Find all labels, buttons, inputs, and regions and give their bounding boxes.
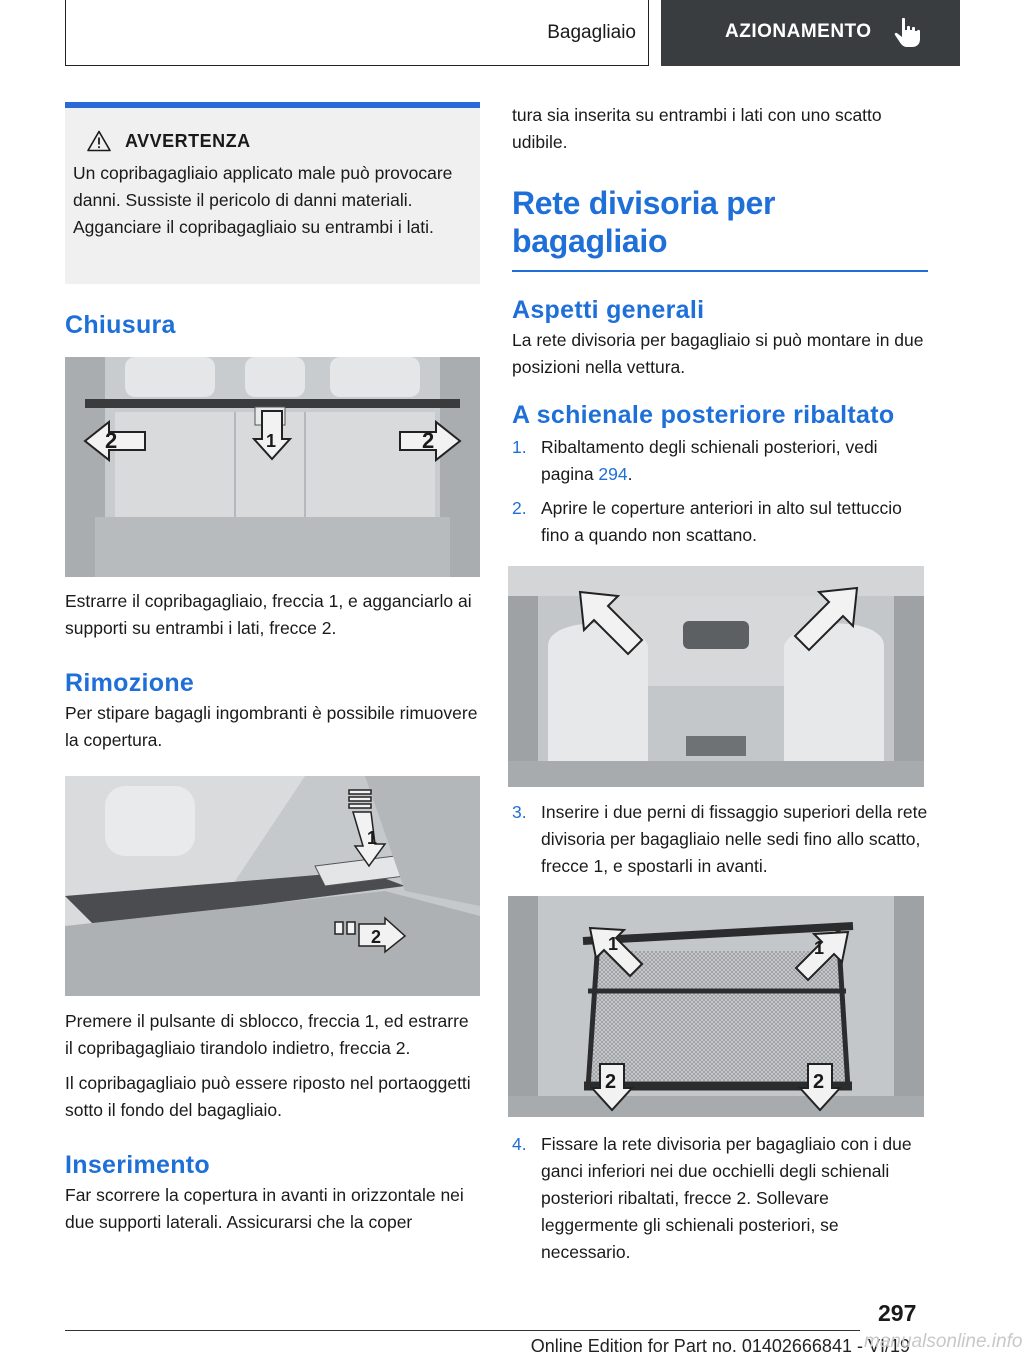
- image-cover-removal: [65, 776, 480, 996]
- header-section-title: Bagagliaio: [547, 22, 636, 43]
- warning-title-row: [87, 130, 470, 152]
- text-rimozione-intro: Per stipare bagagli ingombranti è possibile rimuovere la copertura.: [65, 703, 478, 750]
- hand-pointer-icon: [891, 15, 925, 49]
- step-3: [512, 799, 928, 880]
- arrow-upright-icon: [791, 584, 861, 654]
- arrow-pull-icon: [333, 918, 407, 954]
- image-roof-covers: [508, 566, 924, 787]
- right-column: [512, 102, 928, 1266]
- label-arrow-2-right: 2: [422, 428, 435, 453]
- steps-list-c: [512, 1131, 928, 1266]
- step-4: [512, 1131, 928, 1266]
- text-inserimento: Far scorrere la copertura in avanti in orizzontale nei due supporti laterali. Assicurarsi che la coper: [65, 1185, 464, 1232]
- step-4-number: 4.: [512, 1134, 527, 1154]
- warning-box: [65, 102, 480, 284]
- header-divider-left: [65, 0, 66, 66]
- title-rule: [512, 270, 928, 272]
- header-rule: [65, 65, 648, 66]
- label-arrow-2-left: 2: [105, 428, 118, 453]
- label-net-arrow-1-left: 1: [608, 934, 619, 954]
- label-arrow-1: 1: [266, 431, 277, 451]
- step-4-text: Fissare la rete divisoria per bagagliaio con i due ganci inferiori nei due occhielli degli schienali posteriori ribaltati, frecce 2. Sollevare leggermente gli schienali posteriori, se necessario.: [541, 1134, 912, 1262]
- header-divider-right: [648, 0, 649, 66]
- left-column: [65, 102, 480, 1236]
- heading-chiusura: Chiusura: [65, 311, 176, 339]
- step-2: [512, 495, 928, 549]
- label-net-arrow-2-left: 2: [605, 1071, 617, 1093]
- page-number: 297: [878, 1300, 917, 1326]
- step-1: [512, 434, 928, 488]
- steps-list-a: [512, 434, 928, 549]
- label-net-arrow-1-right: 1: [814, 938, 825, 958]
- step-2-number: 2.: [512, 498, 527, 518]
- warning-text: Un copribagagliaio applicato male può provocare danni. Sussiste il pericolo di danni materiali. Agganciare il copribagagliaio su entrambi i lati.: [73, 163, 453, 237]
- steps-list-b: [512, 799, 928, 880]
- label-arrow-pull-2: 2: [371, 927, 382, 947]
- step-3-text: Inserire i due perni di fissaggio superiori della rete divisoria per bagagliaio nelle sedi fino allo scatto, frecce 1, e spostarli in avanti.: [541, 802, 928, 876]
- caption-chiusura: Estrarre il copribagagliaio, freccia 1, e agganciarlo ai supporti su entrambi i lati, frecce 2.: [65, 591, 472, 638]
- header-chapter-label: AZIONAMENTO: [725, 21, 872, 42]
- heading-inserimento: Inserimento: [65, 1151, 210, 1179]
- heading-rimozione: Rimozione: [65, 669, 195, 697]
- step-3-number: 3.: [512, 802, 527, 822]
- header-chapter-tab[interactable]: [661, 0, 960, 66]
- page-link-294[interactable]: 294: [598, 464, 628, 484]
- label-arrow-press-1: 1: [367, 828, 378, 848]
- arrow-upleft-icon: [576, 588, 646, 658]
- heading-schienale-ribaltato: A schienale posteriore ribaltato: [512, 401, 895, 429]
- warning-title: AVVERTENZA: [125, 130, 251, 151]
- caption-rimozione: Premere il pulsante di sblocco, freccia 1, ed estrarre il copribagagliaio tirandolo indietro, freccia 2.: [65, 1011, 469, 1058]
- image-cover-closing: [65, 357, 480, 577]
- watermark: manualsonline.info: [864, 1331, 1022, 1352]
- step-1-text-end: .: [627, 464, 633, 484]
- step-1-number: 1.: [512, 437, 527, 457]
- text-aspetti-generali: La rete divisoria per bagagliaio si può montare in due posizioni nella vettura.: [512, 330, 924, 377]
- text-rimozione-note: Il copribagagliaio può essere riposto nel portaoggetti sotto il fondo del bagagliaio.: [65, 1073, 471, 1120]
- step-1-text-main: Ribaltamento degli schienali posteriori, vedi pagina: [541, 437, 878, 484]
- step-1-text: [541, 434, 928, 488]
- step-2-text: Aprire le coperture anteriori in alto sul tettuccio fino a quando non scattano.: [541, 498, 902, 545]
- heading-aspetti-generali: Aspetti generali: [512, 296, 705, 324]
- text-continuation: tura sia inserita su entrambi i lati con uno scatto udibile.: [512, 105, 882, 152]
- image-net-installed: [508, 896, 924, 1117]
- footer-rule: [65, 1330, 860, 1331]
- warning-triangle-icon: [87, 130, 111, 152]
- label-net-arrow-2-right: 2: [813, 1071, 825, 1093]
- title-rete-divisoria: Rete divisoria per bagagliaio: [512, 185, 776, 259]
- footer-edition: Online Edition for Part no. 01402666841 - VI/19: [530, 1336, 910, 1356]
